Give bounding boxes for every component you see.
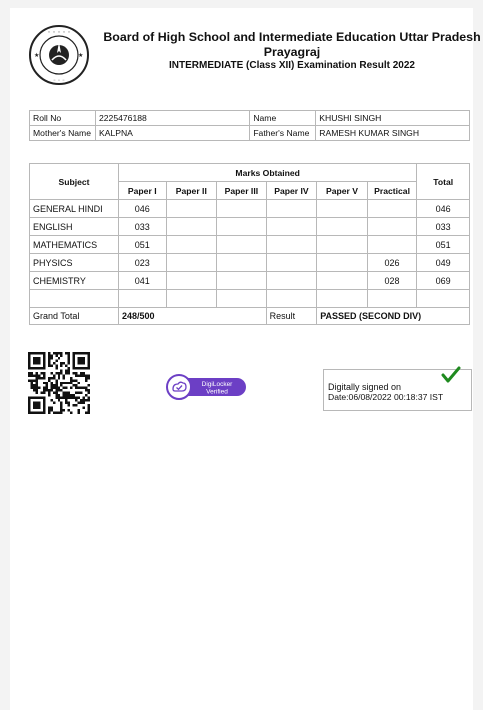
col-paper-v: Paper V bbox=[317, 182, 368, 200]
roll-label: Roll No bbox=[30, 111, 96, 126]
mark-cell bbox=[217, 254, 267, 272]
marks-table bbox=[29, 163, 470, 325]
mark-cell: 051 bbox=[119, 236, 167, 254]
name-label: Name bbox=[250, 111, 316, 126]
mark-cell: 033 bbox=[119, 218, 167, 236]
mark-cell bbox=[166, 272, 217, 290]
signature-label: Digitally signed on bbox=[328, 382, 402, 392]
mark-cell bbox=[317, 290, 368, 308]
table-row bbox=[30, 218, 470, 236]
col-paper-ii: Paper II bbox=[166, 182, 217, 200]
result-label: Result bbox=[266, 308, 317, 325]
subject-cell: CHEMISTRY bbox=[30, 272, 119, 290]
mark-cell bbox=[266, 254, 317, 272]
mark-cell bbox=[217, 218, 267, 236]
table-row bbox=[30, 236, 470, 254]
mark-cell: 026 bbox=[367, 254, 417, 272]
mark-cell bbox=[166, 290, 217, 308]
name-value: KHUSHI SINGH bbox=[316, 111, 470, 126]
mark-cell bbox=[166, 200, 217, 218]
badge-line2: Verified bbox=[206, 388, 228, 396]
mark-cell bbox=[317, 200, 368, 218]
mother-value: KALPNA bbox=[95, 126, 249, 141]
mark-cell bbox=[217, 200, 267, 218]
board-seal-logo bbox=[28, 24, 90, 86]
mark-cell bbox=[166, 236, 217, 254]
total-cell: 046 bbox=[417, 200, 470, 218]
col-paper-iii: Paper III bbox=[217, 182, 267, 200]
mark-cell bbox=[367, 290, 417, 308]
table-row bbox=[30, 272, 470, 290]
grand-total-row bbox=[30, 308, 470, 325]
col-practical: Practical bbox=[367, 182, 417, 200]
digilocker-icon bbox=[166, 374, 246, 400]
qr-code bbox=[28, 352, 90, 414]
total-cell: 069 bbox=[417, 272, 470, 290]
badge-line1: DigiLocker bbox=[201, 381, 233, 388]
mark-cell bbox=[266, 290, 317, 308]
svg-text:◦ ◦ ◦ ◦ ◦: ◦ ◦ ◦ ◦ ◦ bbox=[47, 30, 71, 36]
mark-cell bbox=[119, 290, 167, 308]
mark-cell bbox=[317, 254, 368, 272]
father-value: RAMESH KUMAR SINGH bbox=[316, 126, 470, 141]
total-cell: 051 bbox=[417, 236, 470, 254]
info-row bbox=[30, 126, 470, 141]
mark-cell bbox=[317, 272, 368, 290]
checkmark-icon bbox=[441, 366, 461, 384]
mark-cell: 046 bbox=[119, 200, 167, 218]
digital-signature-box bbox=[323, 369, 472, 411]
table-row bbox=[30, 290, 470, 308]
mark-cell bbox=[217, 272, 267, 290]
exam-subtitle: INTERMEDIATE (Class XII) Examination Result 2022 bbox=[169, 60, 415, 71]
svg-text:◦ ◦ ◦: ◦ ◦ ◦ bbox=[52, 78, 66, 84]
mark-cell bbox=[217, 290, 267, 308]
student-info-table bbox=[29, 110, 470, 141]
col-paper-i: Paper I bbox=[119, 182, 167, 200]
mark-cell bbox=[217, 236, 267, 254]
mark-cell: 028 bbox=[367, 272, 417, 290]
svg-text:★: ★ bbox=[78, 53, 84, 59]
board-title: Board of High School and Intermediate Education Uttar Pradesh Prayagraj bbox=[103, 30, 481, 59]
mark-cell bbox=[317, 218, 368, 236]
marks-obtained-header: Marks Obtained bbox=[119, 164, 417, 182]
grand-total-label: Grand Total bbox=[30, 308, 119, 325]
subject-cell: MATHEMATICS bbox=[30, 236, 119, 254]
table-row bbox=[30, 254, 470, 272]
mark-cell bbox=[266, 218, 317, 236]
mark-cell bbox=[266, 200, 317, 218]
total-cell: 049 bbox=[417, 254, 470, 272]
table-row bbox=[30, 200, 470, 218]
mother-label: Mother's Name bbox=[30, 126, 96, 141]
mark-cell bbox=[317, 236, 368, 254]
roll-value: 2225476188 bbox=[95, 111, 249, 126]
subject-header: Subject bbox=[30, 164, 119, 200]
mark-cell bbox=[367, 200, 417, 218]
svg-text:★: ★ bbox=[34, 53, 40, 59]
mark-cell bbox=[367, 236, 417, 254]
grand-total-value: 248/500 bbox=[119, 308, 267, 325]
col-paper-iv: Paper IV bbox=[266, 182, 317, 200]
mark-cell bbox=[266, 272, 317, 290]
total-cell: 033 bbox=[417, 218, 470, 236]
subject-cell: ENGLISH bbox=[30, 218, 119, 236]
mark-cell bbox=[367, 218, 417, 236]
info-row bbox=[30, 111, 470, 126]
mark-cell: 023 bbox=[119, 254, 167, 272]
total-header: Total bbox=[417, 164, 470, 200]
mark-cell bbox=[266, 236, 317, 254]
subject-cell bbox=[30, 290, 119, 308]
result-value: PASSED (SECOND DIV) bbox=[317, 308, 470, 325]
mark-cell: 041 bbox=[119, 272, 167, 290]
total-cell bbox=[417, 290, 470, 308]
subject-cell: GENERAL HINDI bbox=[30, 200, 119, 218]
result-sheet bbox=[10, 8, 481, 710]
father-label: Father's Name bbox=[250, 126, 316, 141]
signature-date: Date:06/08/2022 00:18:37 IST bbox=[328, 392, 444, 402]
mark-cell bbox=[166, 218, 217, 236]
digilocker-verified-badge bbox=[166, 374, 246, 400]
mark-cell bbox=[166, 254, 217, 272]
subject-cell: PHYSICS bbox=[30, 254, 119, 272]
